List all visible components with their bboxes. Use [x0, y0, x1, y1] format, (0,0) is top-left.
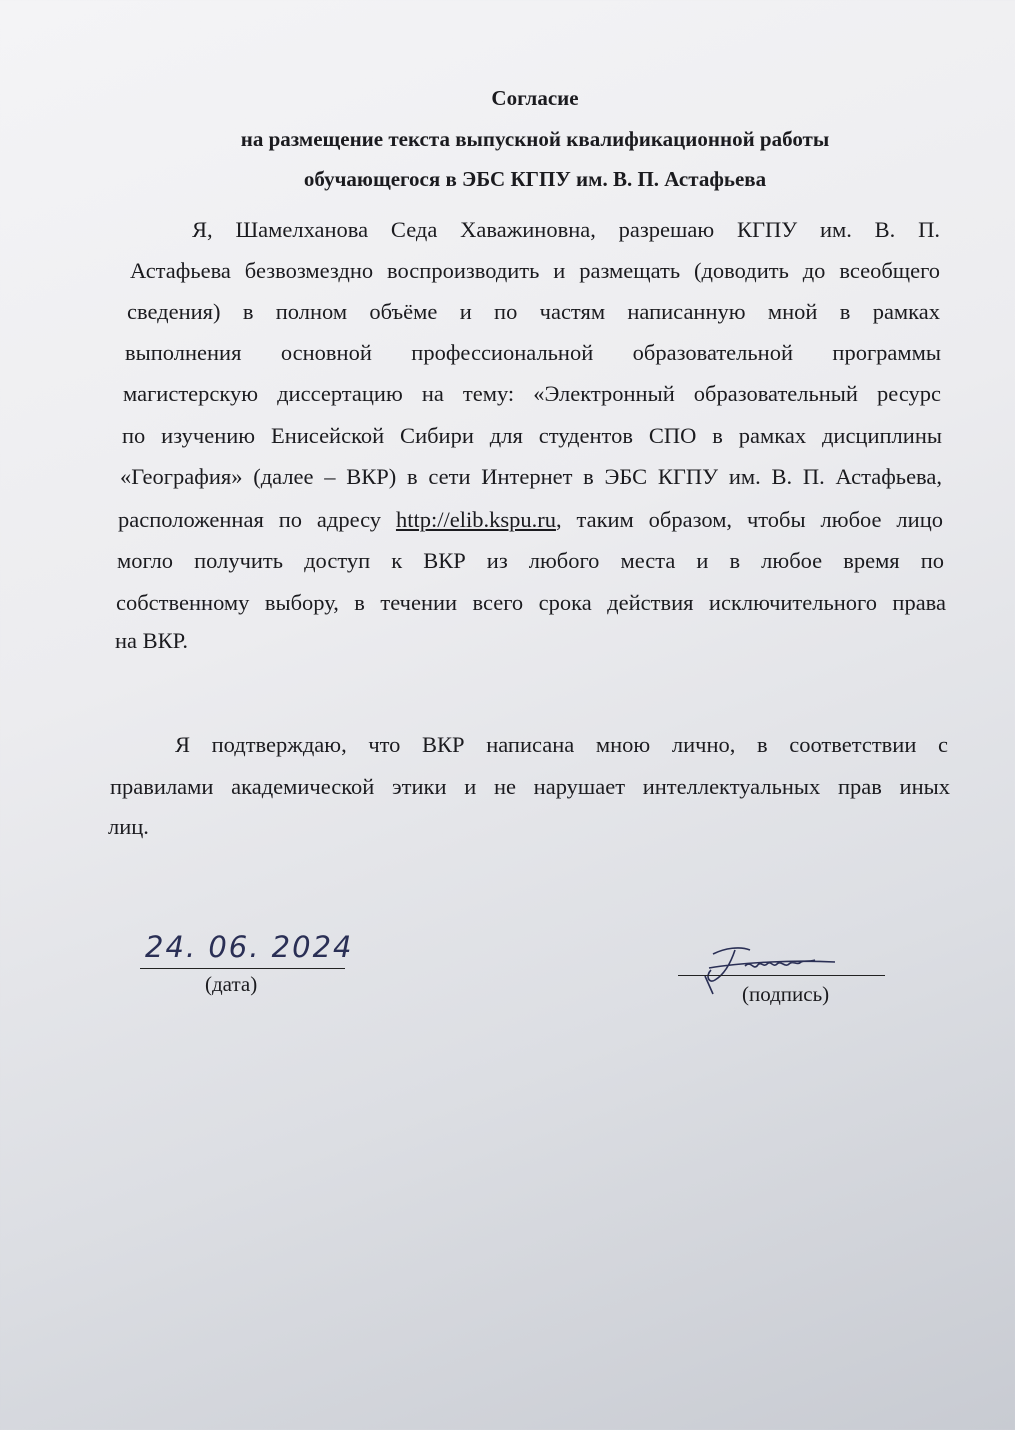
paragraph-line: по изучению Енисейской Сибири для студентов СПО в рамках дисциплины [122, 423, 942, 448]
paragraph-line: «География» (далее – ВКР) в сети Интернет в ЭБС КГПУ им. В. П. Астафьева, [120, 464, 942, 489]
paragraph-line: Я, Шамелханова Седа Хаважиновна, разрешаю КГПУ им. В. П. [192, 217, 940, 242]
line-text: , таким образом, чтобы любое лицо [555, 507, 943, 532]
heading-title: Согласие [491, 86, 579, 110]
signature-caption: (подпись) [742, 982, 830, 1006]
paragraph-line: собственному выбору, в течении всего срока действия исключительного права [116, 590, 946, 615]
heading-subtitle: на размещение текста выпускной квалификационной работы [240, 127, 830, 151]
elib-link[interactable]: http://elib.kspu.ru [395, 507, 556, 532]
paragraph-line: сведения) в полном объёме и по частям написанную мной в рамках [127, 299, 940, 324]
date-caption: (дата) [205, 972, 258, 996]
signature-line [678, 975, 885, 976]
paragraph-line: выполнения основной профессиональной образовательной программы [125, 340, 941, 365]
heading-subtitle-2: обучающегося в ЭБС КГПУ им. В. П. Астафьева [303, 167, 767, 191]
paragraph-line: Я подтверждаю, что ВКР написана мною лично, в соответствии с [175, 732, 948, 757]
line-text: расположенная по адресу [118, 507, 396, 532]
paragraph-line: могло получить доступ к ВКР из любого места и в любое время по [117, 548, 944, 573]
paragraph-line: Астафьева безвозмездно воспроизводить и размещать (доводить до всеобщего [130, 258, 940, 283]
paragraph-line: правилами академической этики и не нарушает интеллектуальных прав иных [110, 774, 950, 799]
paragraph-line-with-link [118, 506, 943, 534]
paragraph-line: магистерскую диссертацию на тему: «Электронный образовательный ресурс [123, 381, 941, 406]
paragraph-line: лиц. [108, 814, 149, 839]
paragraph-line: на ВКР. [115, 628, 188, 653]
handwritten-date: 24. 06. 2024 [145, 930, 354, 964]
date-line [140, 968, 345, 969]
